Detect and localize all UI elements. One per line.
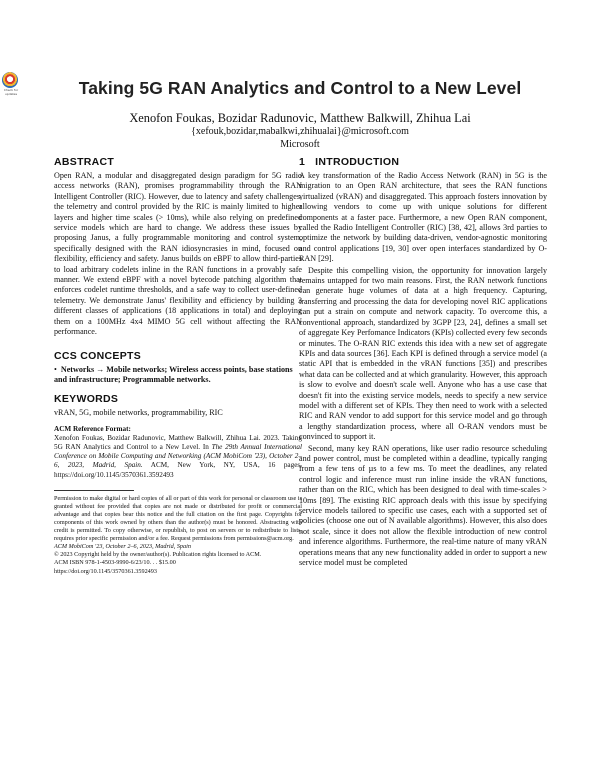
reference-format-heading: ACM Reference Format:: [54, 424, 131, 433]
reference-venue: The 29th Annual International Conference on Mobile Computing and Networking (ACM MobiCom '23), October 2–6, 2023, Madrid, Spain.: [54, 442, 303, 470]
badge-caption-line-2: updates: [4, 92, 18, 96]
isbn-line: ACM ISBN 978-1-4503-9990-6/23/10. . . $15.00: [54, 559, 176, 567]
affiliation: Microsoft: [280, 139, 320, 150]
reference-authors: Xenofon Foukas, Bozidar Radunovic, Matthew Balkwill, Zhihua Lai. 2023. Taking 5G RAN Analytics and Control to a New Level. In: [54, 433, 302, 451]
copyright-line: © 2023 Copyright held by the owner/author(s). Publication rights licensed to ACM.: [54, 551, 262, 559]
author-list: Xenofon Foukas, Bozidar Radunovic, Matthew Balkwill, Zhihua Lai: [129, 111, 471, 125]
right-column: [299, 154, 547, 568]
section-title: INTRODUCTION: [315, 156, 400, 168]
doi-link[interactable]: https://doi.org/10.1145/3570361.3592493: [54, 567, 157, 575]
reference-format-text: [54, 434, 302, 480]
abstract-heading: ABSTRACT: [54, 156, 115, 168]
ccs-heading: CCS CONCEPTS: [54, 349, 142, 362]
keywords-text: vRAN, 5G, mobile networks, programmability, RIC: [54, 408, 223, 418]
introduction-heading: [299, 156, 547, 168]
intro-paragraph: A key transformation of the Radio Access Network (RAN) in 5G is the migration to an Open RAN architecture, that sees the RAN functions virtualized (vRAN) and disaggregated. This approach fosters innovation by allowing vendors to come up with unique solutions for different components at a faster pace. Furthermore, a new Open RAN component, called the Radio Intelligent Controller (RIC) [38, 42], allows 3rd parties to optimize the network by building data-driven, vendor-agnostic monitoring and control applications [19, 30] over open interfaces standardized by O-RAN [29].: [299, 171, 547, 264]
author-emails: {xefouk,bozidar,mabalkwi,zhihualai}@microsoft.com: [191, 126, 409, 137]
reference-tail[interactable]: ACM, New York, NY, USA, 16 pages. https://doi.org/10.1145/3570361.3592493: [54, 461, 302, 479]
ccs-text: Networks → Mobile networks; Wireless access points, base stations and infrastructure; Programmable networks.: [54, 364, 293, 384]
ccs-bullet: •: [54, 364, 57, 374]
keywords-heading: KEYWORDS: [54, 393, 119, 406]
conference-line: ACM MobiCom '23, October 2–6, 2023, Madrid, Spain: [54, 543, 191, 551]
section-number: 1: [299, 156, 306, 168]
intro-paragraph: Second, many key RAN operations, like user radio resource scheduling and power control, must be completed within a deadline, typically ranging from a few tens of µs to a few ms. To meet the deadlines, any related control logic and inference must run inline inside the vRAN functions, rather than on the RIC, which has been designed to deal with time-scales > 10ms [89]. The existing RIC approach deals with this issue by specifying service models tailored to specific use cases, each with a supported set of policies (choose one out of N available algorithms). However, this also does not scale, since it does not allow the flexible introduction of new control and inference algorithms. Furthermore, the real-time nature of many vRAN operations means that any new functionality added in order to support a new service model must be completed: [299, 443, 547, 568]
abstract-text: Open RAN, a modular and disaggregated design paradigm for 5G radio access networks (RAN), promises programmability through the RAN Intelligent Controller (RIC). However, due to latency and safety challenges, the telemetry and control provided by the RIC is mainly limited to higher layers and higher time scales (> 10ms), while also relying on predefined service models which are hard to change. We address these issues by proposing Janus, a fully programmable monitoring and control system, specifically designed with the RAN idiosyncrasies in mind, focused on flexibility, efficiency and safety. Janus builds on eBPF to allow third-parties to load arbitrary codelets inline in the RAN functions in a provably safe manner. We extend eBPF with a novel bytecode patching algorithm that enforces codelet runtime thresholds, and a safe way to collect user-defined telemetry. We demonstrate Janus' flexibility and efficiency by building 3 different classes of applications (18 applications in total) and deploying them on a 100MHz 4x4 MIMO 5G cell without affecting the RAN performance.: [54, 171, 302, 337]
permission-notice: Permission to make digital or hard copies of all or part of this work for personal or classroom use is granted without fee provided that copies are not made or distributed for profit or commercial advantage and that copies bear this notice and the full citation on the first page. Copyrights for components of this work owned by others than the author(s) must be honored. Abstracting with credit is permitted. To copy otherwise, or republish, to post on servers or to redistribute to lists, requires prior specific permission and/or a fee. Request permissions from permissions@acm.org.: [54, 494, 302, 543]
left-column: [54, 154, 302, 576]
badge-caption-line-1: Check for: [3, 88, 19, 92]
footnote-divider: [54, 490, 134, 491]
ccs-concepts: [54, 365, 302, 386]
intro-paragraph: Despite this compelling vision, the opportunity for innovation largely remains untapped for two main reasons. First, the RAN network functions can generate huge volumes of data at a high frequency. Capturing, transferring and processing the data for developing novel RIC applications can put a strain on compute and network capacity. To overcome this, a conventional approach, standardized by 3GPP [23, 24], defines a small set of aggregate Key Perfomance Indicators (KPIs) collected every few seconds or minutes. The O-RAN RIC extends this idea with a new set of aggregate KPIs and data sources [36]. Each KPI is defined through a service model (a static API that is embedded in the vRAN functions [35]) and prescribes what data can be collected and at which granularity. However, this approach is slow to evolve and doesn't scale well. Anyone who has a use case that doesn't fit into the existing service models, needs to specify a new service model with a different set of KPIs. They then need to work with a selected RIC and RAN vendor to add support for this service model and go through a lengthy standardization process, where all O-RAN vendors must be convinced to support it.: [299, 265, 547, 442]
paper-title: Taking 5G RAN Analytics and Control to a New Level: [78, 78, 522, 98]
